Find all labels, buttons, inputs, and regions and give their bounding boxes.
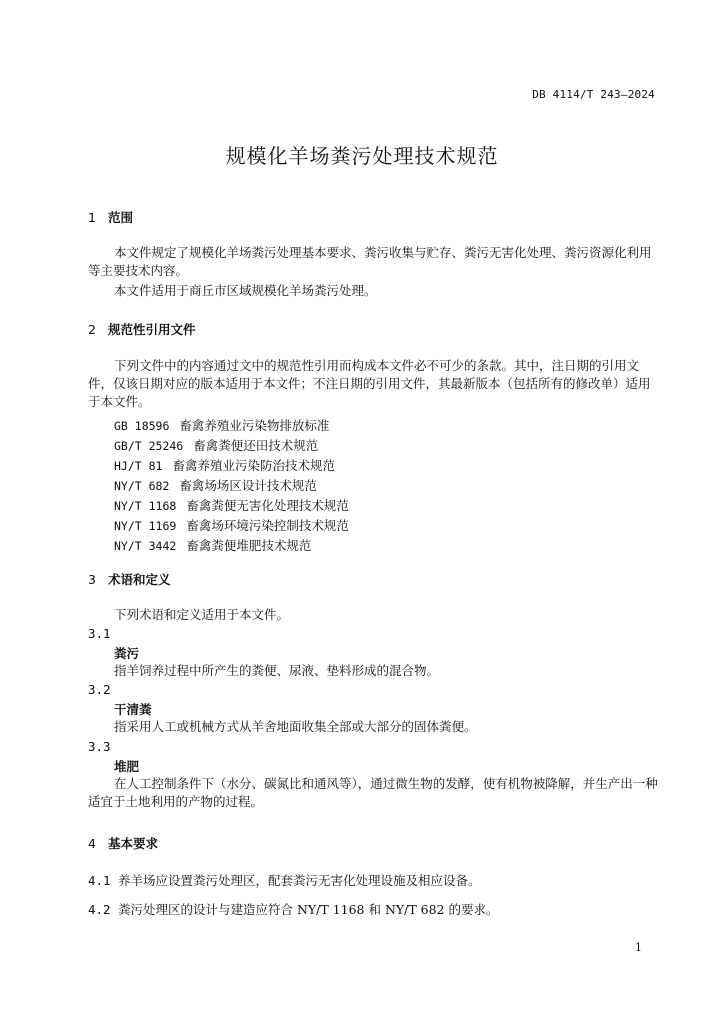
reference-code: NY/T 3442 bbox=[114, 539, 177, 553]
section-number: 3 bbox=[88, 572, 96, 587]
reference-name: 畜禽场场区设计技术规范 bbox=[179, 478, 317, 493]
section-number: 4 bbox=[88, 836, 96, 851]
section-1-paragraph-1: 本文件规定了规模化羊场粪污处理基本要求、粪污收集与贮存、粪污无害化处理、粪污资源化利用等主要技术内容。 bbox=[88, 245, 652, 278]
section-number: 1 bbox=[88, 210, 96, 225]
section-4-heading bbox=[88, 834, 158, 852]
section-title: 规范性引用文件 bbox=[108, 322, 196, 337]
section-title: 术语和定义 bbox=[108, 572, 171, 587]
reference-name: 畜禽粪便还田技术规范 bbox=[193, 438, 319, 453]
section-2-heading bbox=[88, 320, 196, 338]
page-number: 1 bbox=[635, 941, 642, 954]
section-title: 范围 bbox=[108, 210, 134, 225]
section-2-paragraph-1: 下列文件中的内容通过文中的规范性引用而构成本文件必不可少的条款。其中，注日期的引用文件，仅该日期对应的版本适用于本文件；不注日期的引用文件，其最新版本（包括所有的修改单）适用于本文件。 bbox=[88, 358, 651, 409]
reference-code: GB 18596 bbox=[114, 419, 170, 433]
reference-name: 畜禽场环境污染控制技术规范 bbox=[186, 518, 349, 533]
clause-text: 粪污处理区的设计与建造应符合 NY/T 1168 和 NY/T 682 的要求。 bbox=[118, 902, 499, 917]
standard-number: DB 4114/T 243—2024 bbox=[532, 88, 655, 101]
term-name: 粪污 bbox=[114, 646, 140, 661]
term-definition: 指羊饲养过程中所产生的粪便、尿液、垫料形成的混合物。 bbox=[114, 663, 440, 678]
reference-item bbox=[114, 516, 349, 534]
reference-item bbox=[114, 416, 329, 434]
reference-code: NY/T 1169 bbox=[114, 519, 177, 533]
term-name: 干清粪 bbox=[114, 702, 152, 717]
reference-name: 畜禽养殖业污染物排放标准 bbox=[179, 418, 330, 433]
clause-number: 4.1 bbox=[88, 873, 111, 888]
reference-code: NY/T 682 bbox=[114, 479, 170, 493]
term-number: 3.2 bbox=[88, 682, 111, 697]
reference-item bbox=[114, 476, 317, 494]
section-3-heading bbox=[88, 570, 171, 588]
reference-item bbox=[114, 496, 349, 514]
section-3-intro: 下列术语和定义适用于本文件。 bbox=[114, 607, 290, 622]
term-number: 3.3 bbox=[88, 739, 111, 754]
reference-item bbox=[114, 456, 335, 474]
section-1-heading bbox=[88, 208, 133, 226]
term-definition: 指采用人工或机械方式从羊舍地面收集全部或大部分的固体粪便。 bbox=[114, 719, 477, 734]
reference-name: 畜禽养殖业污染防治技术规范 bbox=[172, 458, 335, 473]
term-name: 堆肥 bbox=[114, 759, 140, 774]
section-1-paragraph-2: 本文件适用于商丘市区域规模化羊场粪污处理。 bbox=[114, 283, 377, 298]
section-title: 基本要求 bbox=[108, 836, 159, 851]
clause-text: 养羊场应设置粪污处理区，配套粪污无害化处理设施及相应设备。 bbox=[118, 873, 481, 888]
reference-name: 畜禽粪便堆肥技术规范 bbox=[186, 538, 312, 553]
reference-name: 畜禽粪便无害化处理技术规范 bbox=[186, 498, 349, 513]
reference-code: HJ/T 81 bbox=[114, 459, 163, 473]
section-number: 2 bbox=[88, 322, 96, 337]
reference-item bbox=[114, 536, 311, 554]
document-title: 规模化羊场粪污处理技术规范 bbox=[225, 144, 499, 168]
term-number: 3.1 bbox=[88, 626, 111, 641]
reference-item bbox=[114, 436, 318, 454]
reference-code: NY/T 1168 bbox=[114, 499, 177, 513]
clause-4-1 bbox=[88, 872, 481, 890]
clause-number: 4.2 bbox=[88, 902, 111, 917]
term-definition: 在人工控制条件下（水分、碳氮比和通风等），通过微生物的发酵，使有机物被降解，并生产出一种适宜于土地利用的产物的过程。 bbox=[88, 776, 658, 809]
reference-code: GB/T 25246 bbox=[114, 439, 184, 453]
clause-4-2 bbox=[88, 901, 499, 919]
